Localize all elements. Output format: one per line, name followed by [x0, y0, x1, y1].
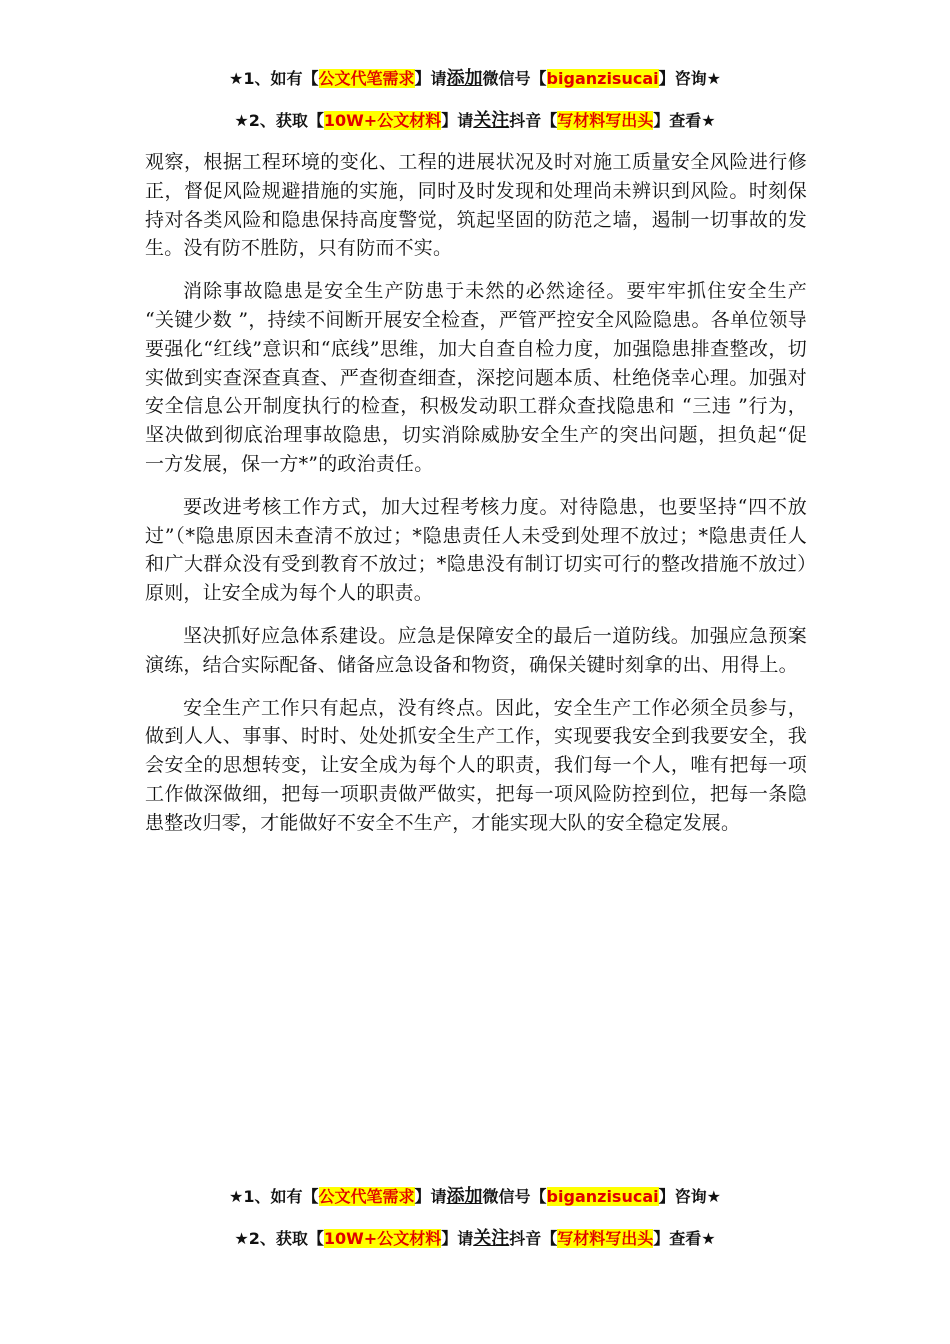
emphasis-follow: 关注 [473, 1228, 510, 1249]
emphasis-follow: 关注 [473, 110, 510, 131]
highlight-service: 公文代笔需求 [318, 69, 415, 88]
highlight-service: 公文代笔需求 [318, 1187, 415, 1206]
highlight-wechat-id: biganzisucai [546, 1187, 659, 1206]
paragraph: 要改进考核工作方式，加大过程考核力度。对待隐患，也要坚持“四不放过”（*隐患原因未查清不放过；*隐患责任人未受到处理不放过；*隐患责任人和广大群众没有受到教育不放过；*隐患没有制订切实可行的整改措施不放过）原则，让安全成为每个人的职责。 [145, 495, 807, 605]
paragraph: 消除事故隐患是安全生产防患于未然的必然途径。要牢牢抓住安全生产 “关键少数 ”，持续不间断开展安全检查，严管严控安全风险隐患。各单位领导要强化“红线”意识和“底线”思维，加大自查自检力度，加强隐患排查整改，切实做到实查深查真查、严查彻查细查，深挖问题本质、杜绝侥幸心理。加强对安全信息公开制度执行的检查，积极发动职工群众查找隐患和 “三违 ”行为，坚决做到彻底治理事故隐患，切实消除威胁安全生产的突出问题，担负起“促一方发展，保一方*”的政治责任。 [145, 280, 807, 475]
promo-line-1: ★1、如有【公文代笔需求】请添加微信号【biganzisucai】咨询★ [229, 68, 721, 89]
highlight-materials: 10W+公文材料 [323, 1229, 442, 1248]
paragraph: 安全生产工作只有起点，没有终点。因此，安全生产工作必须全员参与，做到人人、事事、时时、处处抓安全生产工作，实现要我安全到我要安全，我会安全的思想转变，让安全成为每个人的职责，我们每一个人，唯有把每一项工作做深做细，把每一项职责做严做实，把每一项风险防控到位，把每一条隐患整改归零，才能做好不安全不生产，才能实现大队的安全稳定发展。 [145, 696, 807, 834]
highlight-materials: 10W+公文材料 [323, 111, 442, 130]
promo-line-2: ★2、获取【10W+公文材料】请关注抖音【写材料写出头】查看★ [234, 110, 716, 131]
highlight-douyin: 写材料写出头 [557, 111, 654, 130]
document-body [145, 148, 807, 852]
promo-line-1: ★1、如有【公文代笔需求】请添加微信号【biganzisucai】咨询★ [229, 1186, 721, 1207]
emphasis-add: 添加 [446, 1186, 483, 1207]
promo-line-2: ★2、获取【10W+公文材料】请关注抖音【写材料写出头】查看★ [234, 1228, 716, 1249]
paragraph: 观察，根据工程环境的变化、工程的进展状况及时对施工质量安全风险进行修正，督促风险规避措施的实施，同时及时发现和处理尚未辨识到风险。时刻保持对各类风险和隐患保持高度警觉，筑起坚固的防范之墙，遏制一切事故的发生。没有防不胜防，只有防而不实。 [145, 151, 807, 260]
paragraph: 坚决抓好应急体系建设。应急是保障安全的最后一道防线。加强应急预案演练，结合实际配备、储备应急设备和物资，确保关键时刻拿的出、用得上。 [145, 624, 807, 676]
emphasis-add: 添加 [446, 68, 483, 89]
highlight-wechat-id: biganzisucai [546, 69, 659, 88]
highlight-douyin: 写材料写出头 [557, 1229, 654, 1248]
